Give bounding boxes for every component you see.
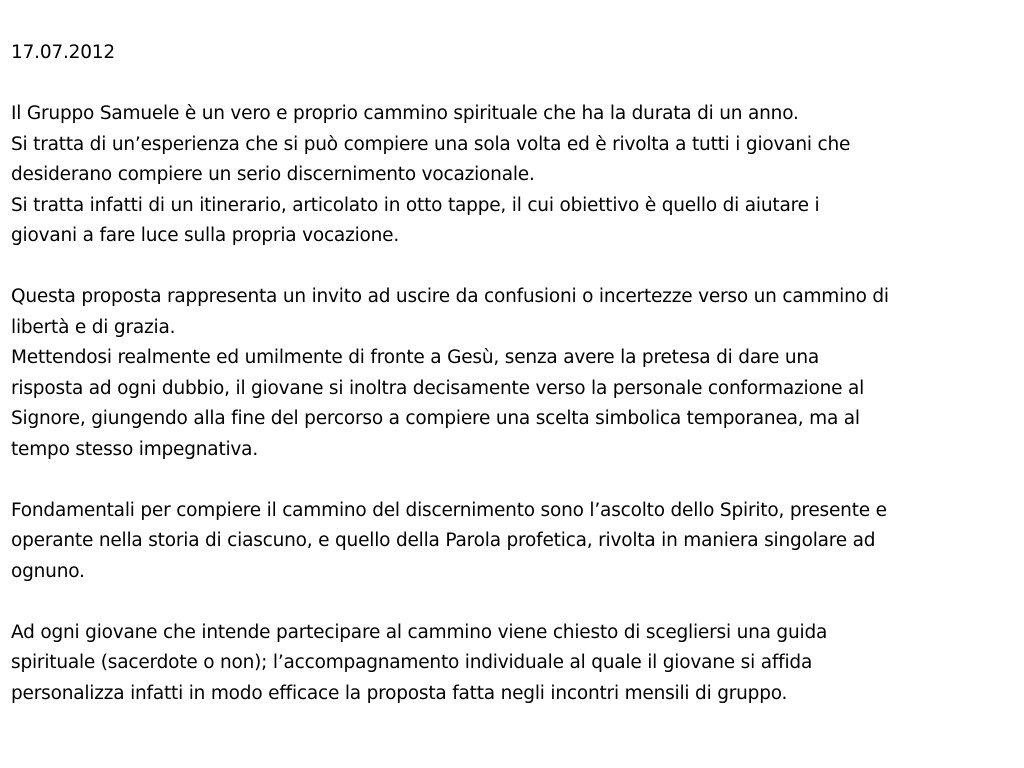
paragraph-guidance — [11, 618, 1019, 710]
paragraph-intro — [11, 99, 1019, 252]
date-heading: 17.07.2012 — [11, 42, 115, 63]
paragraph-line: personalizza infatti in modo efficace la proposta fatta negli incontri mensili di gruppo. — [11, 682, 788, 704]
paragraph-line: Mettendosi realmente ed umilmente di fronte a Gesù, senza avere la pretesa di dare una — [11, 347, 820, 368]
paragraph-spacer — [11, 252, 1019, 283]
paragraph-line: spirituale (sacerdote o non); l’accompagnamento individuale al quale il giovane si affida — [11, 652, 813, 673]
paragraph-line: desiderano compiere un serio discernimento vocazionale. — [11, 164, 535, 185]
paragraph-line: ognuno. — [11, 560, 85, 582]
paragraph-spacer — [11, 69, 1019, 100]
paragraph-line: Il Gruppo Samuele è un vero e proprio cammino spirituale che ha la durata di un anno. — [11, 103, 799, 124]
paragraph-line: risposta ad ogni dubbio, il giovane si inoltra decisamente verso la personale conformazione al — [11, 377, 865, 399]
paragraph-discernment — [11, 496, 1019, 588]
paragraph-line: Questa proposta rappresenta un invito ad uscire da confusioni o incertezze verso un cammino di — [11, 286, 889, 307]
paragraph-line: Fondamentali per compiere il cammino del discernimento sono l’ascolto dello Spirito, presente e — [11, 499, 887, 521]
paragraph-line: tempo stesso impegnativa. — [11, 438, 258, 460]
slide-text-body — [11, 38, 1019, 709]
paragraph-line: Si tratta infatti di un itinerario, articolato in otto tappe, il cui obiettivo è quello di aiutare i — [11, 194, 820, 216]
paragraph-line: operante nella storia di ciascuno, e quello della Parola profetica, rivolta in maniera singolare ad — [11, 530, 876, 551]
paragraph-line: Signore, giungendo alla fine del percorso a compiere una scelta simbolica temporanea, ma al — [11, 408, 860, 429]
paragraph-line: Ad ogni giovane che intende partecipare al cammino viene chiesto di scegliersi una guida — [11, 621, 828, 643]
paragraph-line: Si tratta di un’esperienza che si può compiere una sola volta ed è rivolta a tutti i giovani che — [11, 133, 851, 155]
paragraph-line: libertà e di grazia. — [11, 316, 176, 338]
paragraph-spacer — [11, 465, 1019, 496]
paragraph-spacer — [11, 587, 1019, 618]
paragraph-line: giovani a fare luce sulla propria vocazione. — [11, 225, 400, 246]
paragraph-proposal — [11, 282, 1019, 465]
